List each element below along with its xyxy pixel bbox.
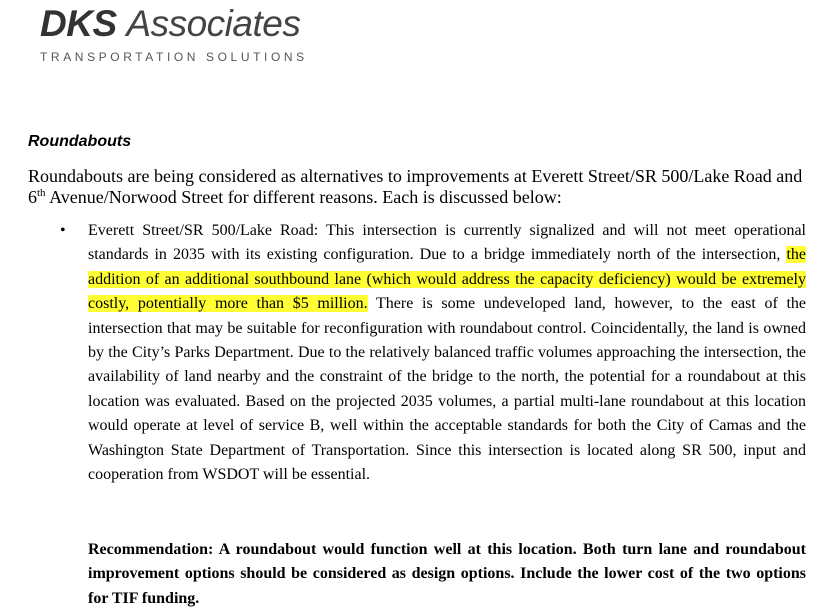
bullet-paragraph bbox=[88, 219, 806, 487]
company-logo bbox=[40, 2, 308, 64]
intro-text-part1: Roundabouts are being considered as alternatives to improvements at Everett Street/SR 500/Lake Road and 6 bbox=[28, 166, 803, 207]
intro-superscript: th bbox=[37, 187, 46, 199]
logo-tagline: TRANSPORTATION SOLUTIONS bbox=[40, 50, 308, 64]
highlighted-text: the addition of an additional southbound lane (which would address the capacity deficiency) would be extremely costly, potentially more than $5 million. bbox=[88, 246, 806, 313]
bullet-text-after: There is some undeveloped land, however, to the east of the intersection that may be suitable for reconfiguration with roundabout control. Coincidentally, the land is owned by the City’s Parks Department. Due to the relatively balanced traffic volumes approaching the intersection, the availability of land nearby and the constraint of the bridge to the north, the potential for a roundabout at this location was evaluated. Based on the projected 2035 volumes, a partial multi-lane roundabout at this location would operate at level of service B, well within the acceptable standards for both the City of Camas and the Washington State Department of Transportation. Since this intersection is located along SR 500, input and cooperation from WSDOT will be essential. bbox=[88, 295, 806, 484]
intro-text-part2: Avenue/Norwood Street for different reasons. Each is discussed below: bbox=[45, 187, 562, 207]
bullet-marker: • bbox=[60, 222, 66, 239]
recommendation-paragraph: Recommendation: A roundabout would function well at this location. Both turn lane and roundabout improvement options should be considered as design options. Include the lower cost of the two options for TIF funding. bbox=[88, 541, 806, 607]
logo-name-rest: Associates bbox=[126, 3, 301, 44]
logo-wordmark bbox=[40, 2, 308, 46]
section-heading: Roundabouts bbox=[28, 133, 132, 150]
bullet-text-before: Everett Street/SR 500/Lake Road: This intersection is currently signalized and will not meet operational standards in 2035 with its existing configuration. Due to a bridge immediately north of the intersection, bbox=[88, 222, 806, 264]
logo-name-bold: DKS bbox=[40, 3, 117, 44]
intro-paragraph bbox=[28, 166, 818, 208]
